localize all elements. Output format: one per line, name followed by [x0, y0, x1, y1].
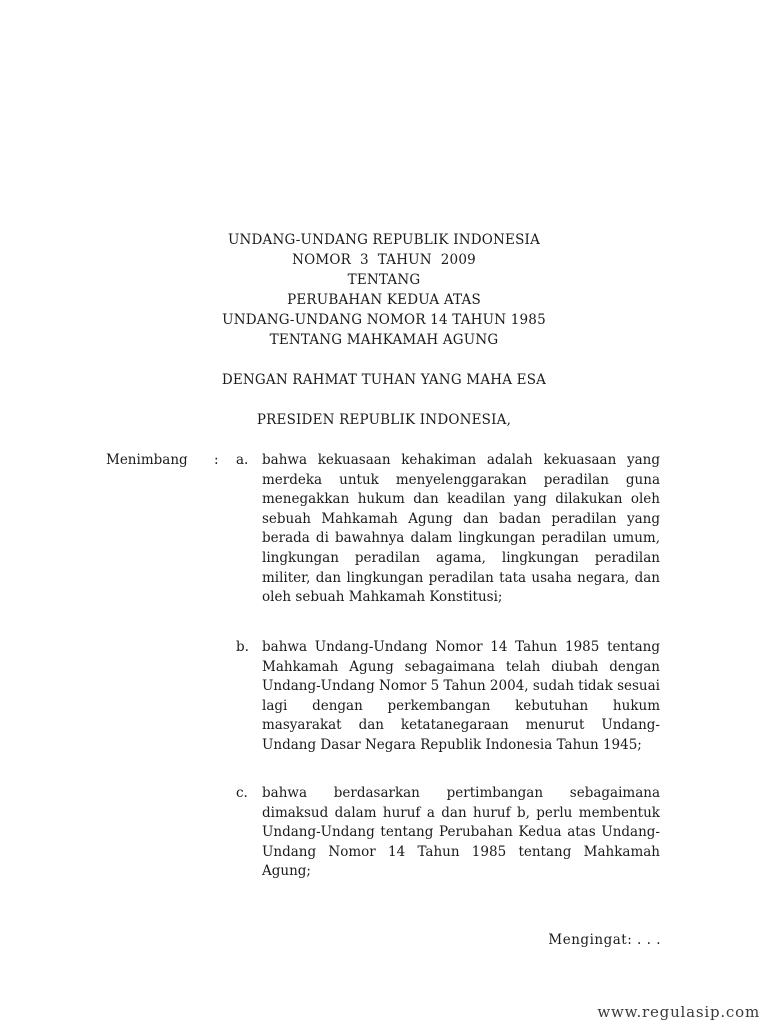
- law-subject-line: TENTANG MAHKAMAH AGUNG: [269, 332, 499, 348]
- item-text: bahwa kekuasaan kehakiman adalah kekuasaan yang merdeka untuk menyelenggarakan peradilan guna menegakkan hukum dan keadilan yang dilakukan oleh sebuah Mahkamah Agung dan badan peradilan yang berada di bawahnya dalam lingkungan peradilan umum, lingkungan peradilan agama, lingkungan peradilan militer, dan lingkungan peradilan tata usaha negara, dan oleh sebuah Mahkamah Konstitusi;: [262, 452, 660, 606]
- item-text: bahwa Undang-Undang Nomor 14 Tahun 1985 tentang Mahkamah Agung sebagaimana telah diubah dengan Undang-Undang Nomor 5 Tahun 2004, sudah tidak sesuai lagi dengan perkembangan kebutuhan hukum masyarakat dan ketatanegaraan menurut Undang-Undang Dasar Negara Republik Indonesia Tahun 1945;: [262, 639, 660, 753]
- source-watermark: www.regulasip.com: [597, 1003, 760, 1021]
- law-number-line: NOMOR 3 TAHUN 2009: [292, 252, 476, 268]
- president-line: PRESIDEN REPUBLIK INDONESIA,: [256, 412, 512, 428]
- considering-label: Menimbang: [106, 452, 188, 468]
- next-page-reference: Mengingat: . . .: [548, 932, 661, 948]
- law-about-line: TENTANG: [347, 272, 421, 288]
- greeting-line: DENGAN RAHMAT TUHAN YANG MAHA ESA: [221, 372, 547, 388]
- law-amendment-line: PERUBAHAN KEDUA ATAS: [287, 292, 481, 308]
- item-text: bahwa berdasarkan pertimbangan sebagaimana dimaksud dalam huruf a dan huruf b, perlu membentuk Undang-Undang tentang Perubahan Kedua atas Undang-Undang Nomor 14 Tahun 1985 tentang Mahkamah Agung;: [262, 785, 660, 880]
- considering-colon: :: [214, 452, 219, 468]
- item-letter: b.: [236, 639, 249, 655]
- law-title-line: UNDANG-UNDANG REPUBLIK INDONESIA: [227, 232, 541, 248]
- law-reference-line: UNDANG-UNDANG NOMOR 14 TAHUN 1985: [222, 312, 546, 328]
- item-letter: c.: [236, 785, 248, 801]
- item-letter: a.: [236, 452, 249, 468]
- law-title-block: [0, 230, 768, 350]
